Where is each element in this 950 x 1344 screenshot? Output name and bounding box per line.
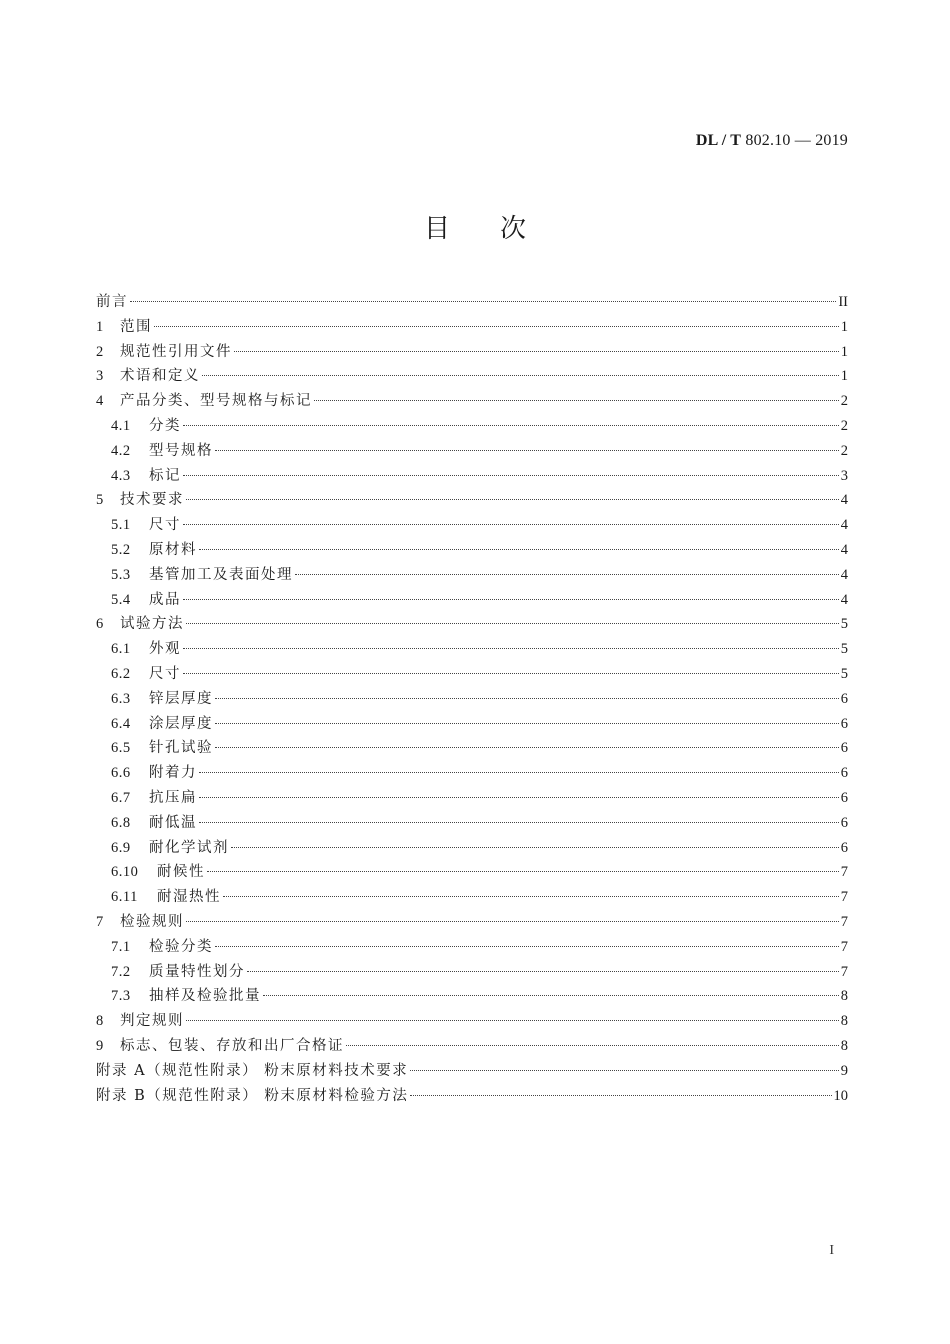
toc-entry-number: 9: [96, 1037, 104, 1054]
toc-entry-page: 6: [840, 740, 848, 757]
page-number: I: [829, 1243, 834, 1258]
toc-leader-dots: [247, 971, 839, 972]
toc-entry-page: 8: [840, 1013, 848, 1030]
toc-leader-dots: [314, 400, 839, 401]
toc-entry-label: 抽样及检验批量: [149, 988, 261, 1005]
toc-subentry[interactable]: [96, 687, 848, 712]
toc-subentry[interactable]: [96, 960, 848, 985]
toc-entry-page: 2: [840, 442, 848, 459]
toc-entry-number: 6.5: [111, 740, 131, 757]
toc-leader-dots: [231, 847, 839, 848]
page-title-char-1: 目: [423, 214, 450, 244]
toc-entry[interactable]: [96, 389, 848, 414]
toc-leader-dots: [215, 698, 839, 699]
toc-entry-label: 耐候性: [157, 864, 205, 881]
toc-entry-page: 9: [840, 1062, 848, 1079]
toc-entry-label: 规范性引用文件: [120, 343, 232, 360]
toc-entry-label: 附着力: [149, 765, 197, 782]
toc-leader-dots: [183, 673, 839, 674]
toc-entry-page: 6: [840, 839, 848, 856]
toc-leader-dots: [215, 946, 839, 947]
toc-subentry[interactable]: [96, 736, 848, 761]
toc-entry-number: 6.11: [111, 889, 138, 906]
toc-entry-label: 分类: [149, 417, 181, 434]
toc-entry-label: 标记: [149, 467, 181, 484]
toc-entry-number: 6.2: [111, 665, 131, 682]
toc-entry-page: 10: [833, 1087, 848, 1104]
toc-entry-page: 3: [840, 467, 848, 484]
toc-entry-label: 附录 B（规范性附录） 粉末原材料检验方法: [96, 1087, 409, 1104]
toc-leader-dots: [199, 797, 839, 798]
toc-entry-page: 4: [840, 517, 848, 534]
toc-entry-page: 7: [840, 938, 848, 955]
page-title: [0, 208, 950, 245]
toc-subentry[interactable]: [96, 588, 848, 613]
toc-entry-number: 6.10: [111, 864, 139, 881]
toc-entry-number: 6.3: [111, 690, 131, 707]
toc-entry-page: 8: [840, 988, 848, 1005]
toc-entry[interactable]: [96, 290, 848, 315]
toc-entry-label: 型号规格: [149, 442, 213, 459]
toc-entry-page: II: [838, 294, 848, 310]
toc-entry-label: 范围: [120, 318, 152, 335]
toc-entry-page: 6: [840, 715, 848, 732]
toc-entry-number: 4.1: [111, 417, 131, 434]
toc-subentry[interactable]: [96, 786, 848, 811]
toc-leader-dots: [223, 896, 839, 897]
toc-entry-page: 1: [840, 318, 848, 335]
toc-entry-label: 技术要求: [120, 492, 184, 509]
toc-entry-label: 前言: [96, 294, 128, 310]
toc-entry[interactable]: [96, 364, 848, 389]
toc-entry-number: 2: [96, 343, 104, 360]
toc-leader-dots: [154, 326, 839, 327]
toc-entry[interactable]: [96, 1034, 848, 1059]
toc-leader-dots: [215, 747, 839, 748]
toc-entry-number: 4.3: [111, 467, 131, 484]
toc-entry-label: 基管加工及表面处理: [149, 566, 293, 583]
toc-subentry[interactable]: [96, 712, 848, 737]
toc-entry-label: 锌层厚度: [149, 690, 213, 707]
toc-appendix-b[interactable]: [96, 1084, 848, 1109]
toc-entry[interactable]: [96, 488, 848, 513]
toc-entry-label: 抗压扁: [149, 789, 197, 806]
toc-leader-dots: [183, 599, 839, 600]
toc-entry-label: 耐低温: [149, 814, 197, 831]
toc-leader-dots: [199, 549, 839, 550]
toc-entry-page: 2: [840, 393, 848, 410]
toc-leader-dots: [215, 723, 839, 724]
toc-entry-page: 4: [840, 591, 848, 608]
toc-subentry[interactable]: [96, 538, 848, 563]
toc-entry-label: 检验规则: [120, 913, 184, 930]
toc-entry-label: 外观: [149, 641, 181, 658]
toc-entry-page: 5: [840, 641, 848, 658]
toc-entry-number: 4.2: [111, 442, 131, 459]
toc-entry[interactable]: [96, 1009, 848, 1034]
toc-entry-number: 7.2: [111, 963, 131, 980]
toc-leader-dots: [199, 822, 839, 823]
toc-entry-label: 试验方法: [120, 616, 184, 633]
toc-entry-number: 1: [96, 318, 104, 335]
toc-leader-dots: [186, 1020, 839, 1021]
toc-subentry[interactable]: [96, 761, 848, 786]
toc-entry-page: 4: [840, 566, 848, 583]
toc-entry-page: 2: [840, 417, 848, 434]
toc-entry-page: 7: [840, 963, 848, 980]
toc-entry-number: 7: [96, 913, 104, 930]
toc-leader-dots: [186, 921, 839, 922]
toc-entry-number: 6.1: [111, 641, 131, 658]
toc-entry-page: 6: [840, 789, 848, 806]
toc-entry-page: 6: [840, 690, 848, 707]
toc-entry-label: 耐湿热性: [157, 889, 221, 906]
toc-entry-label: 原材料: [149, 541, 197, 558]
toc-entry[interactable]: [96, 910, 848, 935]
page-title-char-2: 次: [500, 214, 527, 244]
toc-subentry[interactable]: [96, 563, 848, 588]
toc-entry-number: 6.4: [111, 715, 131, 732]
toc-entry-number: 5.1: [111, 517, 131, 534]
toc-leader-dots: [346, 1045, 839, 1046]
toc-entry-page: 4: [840, 541, 848, 558]
toc-entry-number: 5.4: [111, 591, 131, 608]
toc-entry-page: 4: [840, 492, 848, 509]
toc-entry-label: 涂层厚度: [149, 715, 213, 732]
toc-entry[interactable]: [96, 612, 848, 637]
toc-leader-dots: [130, 301, 836, 302]
toc-leader-dots: [410, 1070, 839, 1071]
toc-entry-label: 产品分类、型号规格与标记: [120, 393, 312, 410]
toc-leader-dots: [215, 450, 839, 451]
toc-entry-label: 质量特性划分: [149, 963, 245, 980]
toc-leader-dots: [183, 524, 839, 525]
toc-entry[interactable]: [96, 315, 848, 340]
toc-entry-number: 8: [96, 1013, 104, 1030]
toc-entry-label: 耐化学试剂: [149, 839, 229, 856]
toc-entry[interactable]: [96, 340, 848, 365]
toc-entry-page: 5: [840, 665, 848, 682]
toc-leader-dots: [234, 351, 839, 352]
toc-leader-dots: [186, 499, 839, 500]
toc-leader-dots: [183, 475, 839, 476]
toc-entry-number: 4: [96, 393, 104, 410]
toc-leader-dots: [263, 995, 839, 996]
toc-entry-page: 8: [840, 1037, 848, 1054]
toc-subentry[interactable]: [96, 414, 848, 439]
toc-entry-label: 针孔试验: [149, 740, 213, 757]
document-code: [696, 132, 848, 150]
toc-leader-dots: [202, 375, 839, 376]
toc-entry-label: 成品: [149, 591, 181, 608]
toc-entry-number: 7.1: [111, 938, 131, 955]
toc-entry-number: 6.9: [111, 839, 131, 856]
toc-entry-number: 6: [96, 616, 104, 633]
toc-entry-number: 6.7: [111, 789, 131, 806]
toc-entry-label: 标志、包装、存放和出厂合格证: [120, 1037, 344, 1054]
document-code-prefix: DL / T: [695, 132, 742, 149]
toc-subentry[interactable]: [96, 885, 848, 910]
toc-entry-page: 5: [840, 616, 848, 633]
toc-entry-number: 7.3: [111, 988, 131, 1005]
toc-subentry[interactable]: [96, 935, 848, 960]
toc-entry-number: 5.3: [111, 566, 131, 583]
toc-subentry[interactable]: [96, 860, 848, 885]
toc-entry-page: 6: [840, 765, 848, 782]
toc-leader-dots: [410, 1095, 831, 1096]
toc-leader-dots: [183, 648, 839, 649]
table-of-contents: [96, 290, 848, 1108]
toc-entry-label: 术语和定义: [120, 368, 200, 385]
toc-entry-page: 1: [840, 343, 848, 360]
toc-subentry[interactable]: [96, 513, 848, 538]
toc-leader-dots: [199, 772, 839, 773]
toc-leader-dots: [186, 623, 839, 624]
toc-entry-page: 7: [840, 913, 848, 930]
toc-entry-number: 6.8: [111, 814, 131, 831]
toc-entry-label: 尺寸: [149, 517, 181, 534]
toc-subentry[interactable]: [96, 984, 848, 1009]
toc-entry-label: 判定规则: [120, 1013, 184, 1030]
toc-appendix-a[interactable]: [96, 1059, 848, 1084]
toc-subentry[interactable]: [96, 811, 848, 836]
toc-subentry[interactable]: [96, 836, 848, 861]
toc-subentry[interactable]: [96, 439, 848, 464]
toc-entry-page: 1: [840, 368, 848, 385]
toc-subentry[interactable]: [96, 637, 848, 662]
toc-entry-page: 7: [840, 864, 848, 881]
toc-entry-number: 6.6: [111, 765, 131, 782]
toc-entry-label: 尺寸: [149, 665, 181, 682]
toc-entry-number: 5.2: [111, 541, 131, 558]
toc-entry-number: 5: [96, 492, 104, 509]
toc-entry-page: 6: [840, 814, 848, 831]
toc-entry-label: 附录 A（规范性附录） 粉末原材料技术要求: [96, 1062, 409, 1079]
toc-leader-dots: [295, 574, 839, 575]
document-code-number: 802.10 — 2019: [745, 132, 848, 149]
toc-subentry[interactable]: [96, 662, 848, 687]
toc-leader-dots: [183, 425, 839, 426]
toc-entry-label: 检验分类: [149, 938, 213, 955]
toc-subentry[interactable]: [96, 464, 848, 489]
toc-leader-dots: [207, 871, 839, 872]
toc-entry-page: 7: [840, 889, 848, 906]
toc-entry-number: 3: [96, 368, 104, 385]
